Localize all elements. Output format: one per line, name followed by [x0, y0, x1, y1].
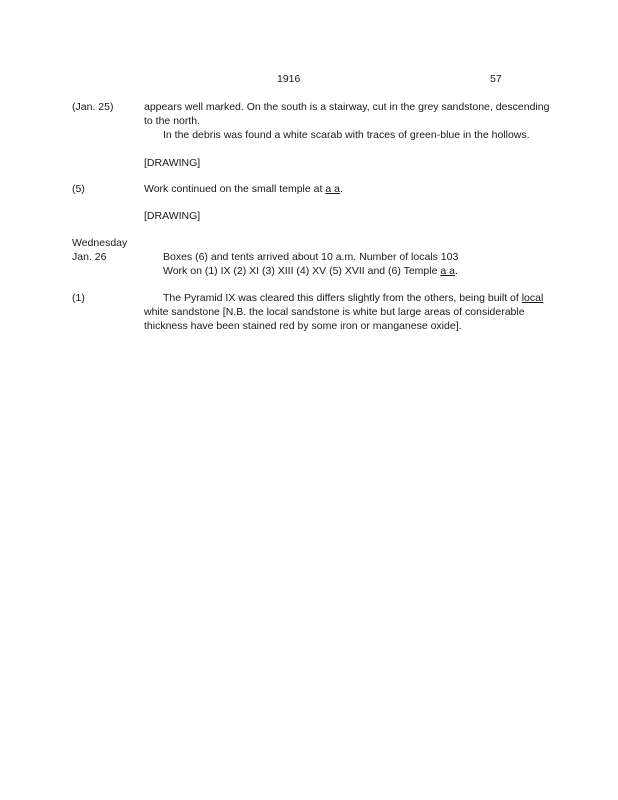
entry-text-line: to the north.: [144, 115, 201, 127]
entry-text-line: In the debris was found a white scarab with traces of green-blue in the hollows.: [163, 129, 530, 141]
text-run: Work on (1) IX (2) XI (3) XIII (4) XV (5) XVII and (6) Temple: [163, 265, 441, 277]
page-year: 1916: [277, 73, 301, 85]
entry-text-line: Boxes (6) and tents arrived about 10 a.m. Number of locals 103: [163, 251, 459, 263]
entry-text-line: appears well marked. On the south is a stairway, cut in the grey sandstone, descending: [144, 101, 550, 113]
entry-label-5: (5): [72, 183, 85, 195]
text-run: .: [454, 265, 458, 277]
entry-text-line: [144, 183, 343, 196]
entry-text-line: [163, 292, 543, 305]
underlined-text: local: [521, 292, 544, 304]
text-run: .: [339, 183, 343, 195]
entry-date: Jan. 26: [72, 251, 107, 263]
entry-day: Wednesday: [72, 237, 128, 249]
entry-label-1: (1): [72, 292, 85, 304]
underlined-text: a a: [440, 265, 455, 277]
entry-text-line: thickness have been stained red by some iron or manganese oxide].: [144, 320, 462, 332]
drawing-placeholder: [DRAWING]: [144, 157, 201, 169]
page-number: 57: [490, 73, 502, 85]
drawing-placeholder: [DRAWING]: [144, 210, 201, 222]
entry-text-line: [163, 265, 458, 278]
text-run: Work continued on the small temple at: [144, 183, 326, 195]
entry-text-line: white sandstone [N.B. the local sandstone is white but large areas of considerable: [144, 306, 525, 318]
entry-label-jan25: (Jan. 25): [72, 101, 114, 113]
text-run: The Pyramid IX was cleared this differs slightly from the others, being built of: [163, 292, 522, 304]
underlined-text: a a: [325, 183, 340, 195]
